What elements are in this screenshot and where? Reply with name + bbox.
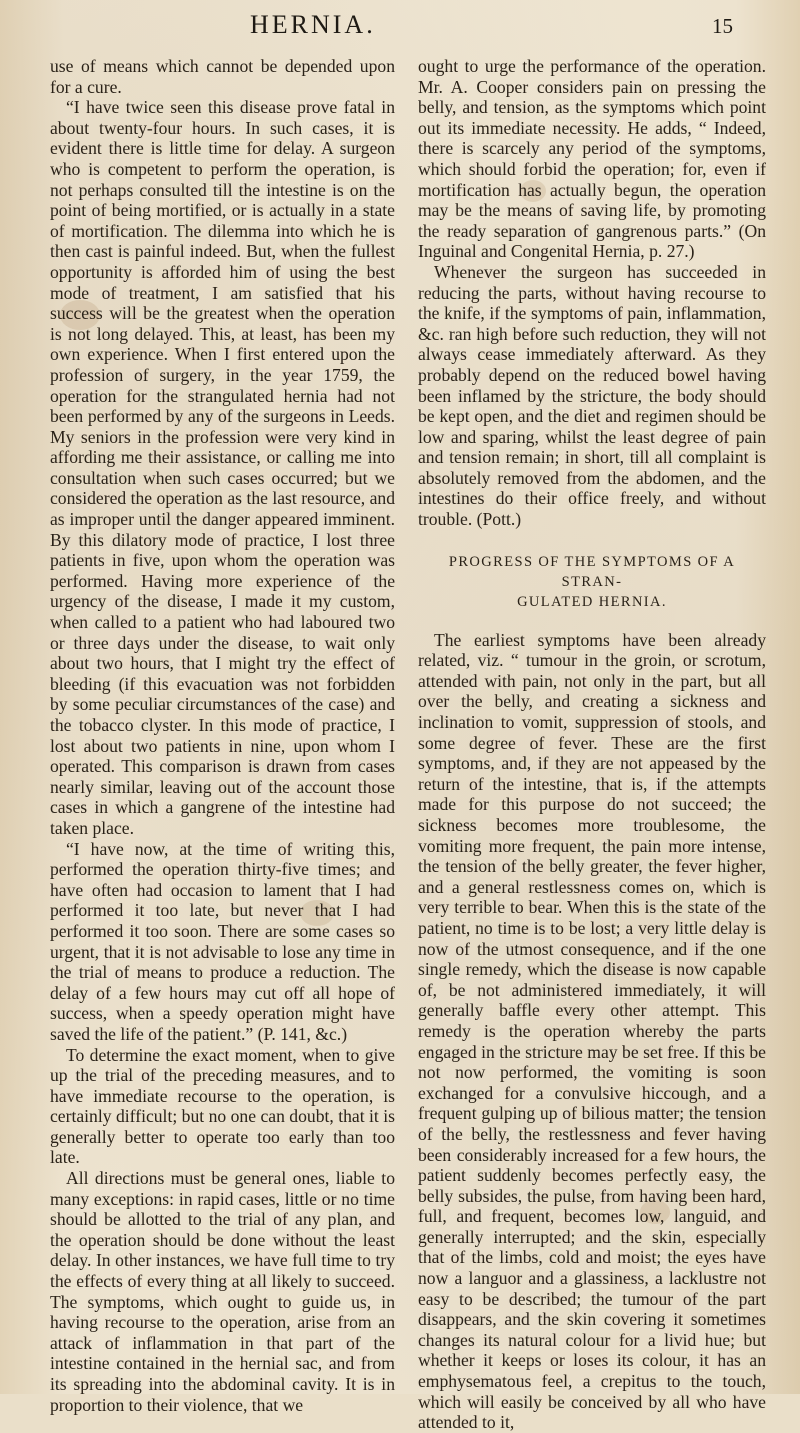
- paragraph: “I have twice seen this disease prove fatal in about twenty-four hours. In such cases, it is evident there is little time for delay. A surgeon who is competent to perform the operation, is not perhaps consulted till the intestine is on the point of being mortified, or is actually in a state of mortification. The dilemma into which he is then cast is painful indeed. But, when the fullest opportunity is afforded him of using the best mode of treatment, I am satisfied that his success will be the greatest when the operation is not long delayed. This, at least, has been my own experience. When I first entered upon the profession of surgery, in the year 1759, the operation for the strangulated hernia had not been performed by any of the surgeons in Leeds. My seniors in the profession were very kind in affording me their assistance, or calling me into consultation when such cases occurred; but we considered the operation as the last resource, and as improper until the danger appeared imminent. By this dilatory mode of practice, I lost three patients in five, upon whom the operation was performed. Having more experience of the urgency of the disease, I made it my custom, when called to a patient who had laboured two or three days under the disease, to wait only about two hours, that I might try the effect of bleeding (if this evacuation was not forbidden by some peculiar circumstances of the case) and the tobacco clyster. In this mode of practice, I lost about two patients in nine, upon whom I operated. This comparison is drawn from cases nearly similar, leaving out of the account those cases in which a gangrene of the intestine had taken place.: [50, 97, 395, 838]
- paragraph: All directions must be general ones, liable to many exceptions: in rapid cases, little or no time should be allotted to the trial of any plan, and the operation should be done without the least delay. In other instances, we have full time to try the effects of every thing at all likely to succeed. The symptoms, which ought to guide us, in having recourse to the operation, arise from an attack of inflammation in that part of the intestine contained in the hernial sac, and from its spreading into the abdominal cavity. It is in proportion to their violence, that we: [50, 1168, 395, 1415]
- paragraph: To determine the exact moment, when to give up the trial of the preceding measures, and to have immediate recourse to the operation, is certainly difficult; but no one can doubt, that it is generally better to operate too early than too late.: [50, 1044, 395, 1168]
- page-number: 15: [712, 14, 733, 38]
- paragraph: The earliest symptoms have been already related, viz. “ tumour in the groin, or scrotum, attended with pain, not only in the part, but all over the belly, and creating a sickness and inclination to vomit, suppression of stools, and some degree of fever. These are the first symptoms, and, if they are not appeased by the return of the intestine, that is, if the attempts made for this purpose do not succeed; the sickness becomes more troublesome, the vomiting more frequent, the pain more intense, the tension of the belly greater, the fever higher, and a general restlessness comes on, which is very terrible to bear. When this is the state of the patient, no time is to be lost; a very little delay is now of the utmost consequence, and if the one single remedy, which the disease is now capable of, be not administered immediately, it will generally baffle every other attempt. This remedy is the operation whereby the parts engaged in the stricture may be set free. If this be not now performed, the vomiting is soon exchanged for a convulsive hiccough, and a frequent gulping up of bilious matter; the tension of the belly, the restlessness and fever having been considerably increased for a few hours, the patient suddenly becomes perfectly easy, the belly subsides, the pulse, from having been hard, full, and frequent, becomes low, languid, and generally interrupted; and the skin, especially that of the limbs, cold and moist; the eyes have now a languor and a glassiness, a lacklustre not easy to be described; the tumour of the part disappears, and the skin covering it sometimes changes its natural colour for a livid hue; but whether it keeps or loses its colour, it has an emphysematous feel, a crepitus to the touch, which will easily be conceived by all who have attended to it,: [418, 629, 766, 1433]
- right-column: [418, 56, 766, 1433]
- left-column: [50, 56, 395, 1415]
- section-heading: [418, 552, 766, 612]
- section-heading-line: PROGRESS OF THE SYMPTOMS OF A STRAN-: [448, 553, 736, 590]
- paragraph: Whenever the surgeon has succeeded in reducing the parts, without having recourse to the knife, if the symptoms of pain, inflammation, &c. ran high before such reduction, they will not always cease immediately afterward. As they probably depend on the reduced bowel having been inflamed by the stricture, the body should be kept open, and the diet and regimen should be low and sparing, whilst the least degree of pain and tension remain; in short, till all complaint is absolutely removed from the abdomen, and the intestines do their office freely, and without trouble. (Pott.): [418, 261, 766, 530]
- section-heading-line: GULATED HERNIA.: [517, 593, 667, 610]
- running-title: HERNIA.: [250, 10, 376, 39]
- paragraph: use of means which cannot be depended upon for a cure.: [50, 56, 395, 97]
- paragraph: “I have now, at the time of writing this, performed the operation thirty-five times; and have often had occasion to lament that I had performed it too late, but never that I had performed it too soon. There are some cases so urgent, that it is not advisable to lose any time in the trial of means to produce a reduction. The delay of a few hours may cut off all hope of success, when a speedy operation might have saved the life of the patient.” (P. 141, &c.): [50, 838, 395, 1044]
- page-header: [0, 6, 800, 46]
- paragraph: ought to urge the performance of the operation. Mr. A. Cooper considers pain on pressing the belly, and tension, as the symptoms which point out its immediate necessity. He adds, “ Indeed, there is scarcely any period of the symptoms, which should forbid the operation; for, even if mortification has actually begun, the operation may be the means of saving life, by promoting the ready separation of gangrenous parts.” (On Inguinal and Congenital Hernia, p. 27.): [418, 56, 766, 262]
